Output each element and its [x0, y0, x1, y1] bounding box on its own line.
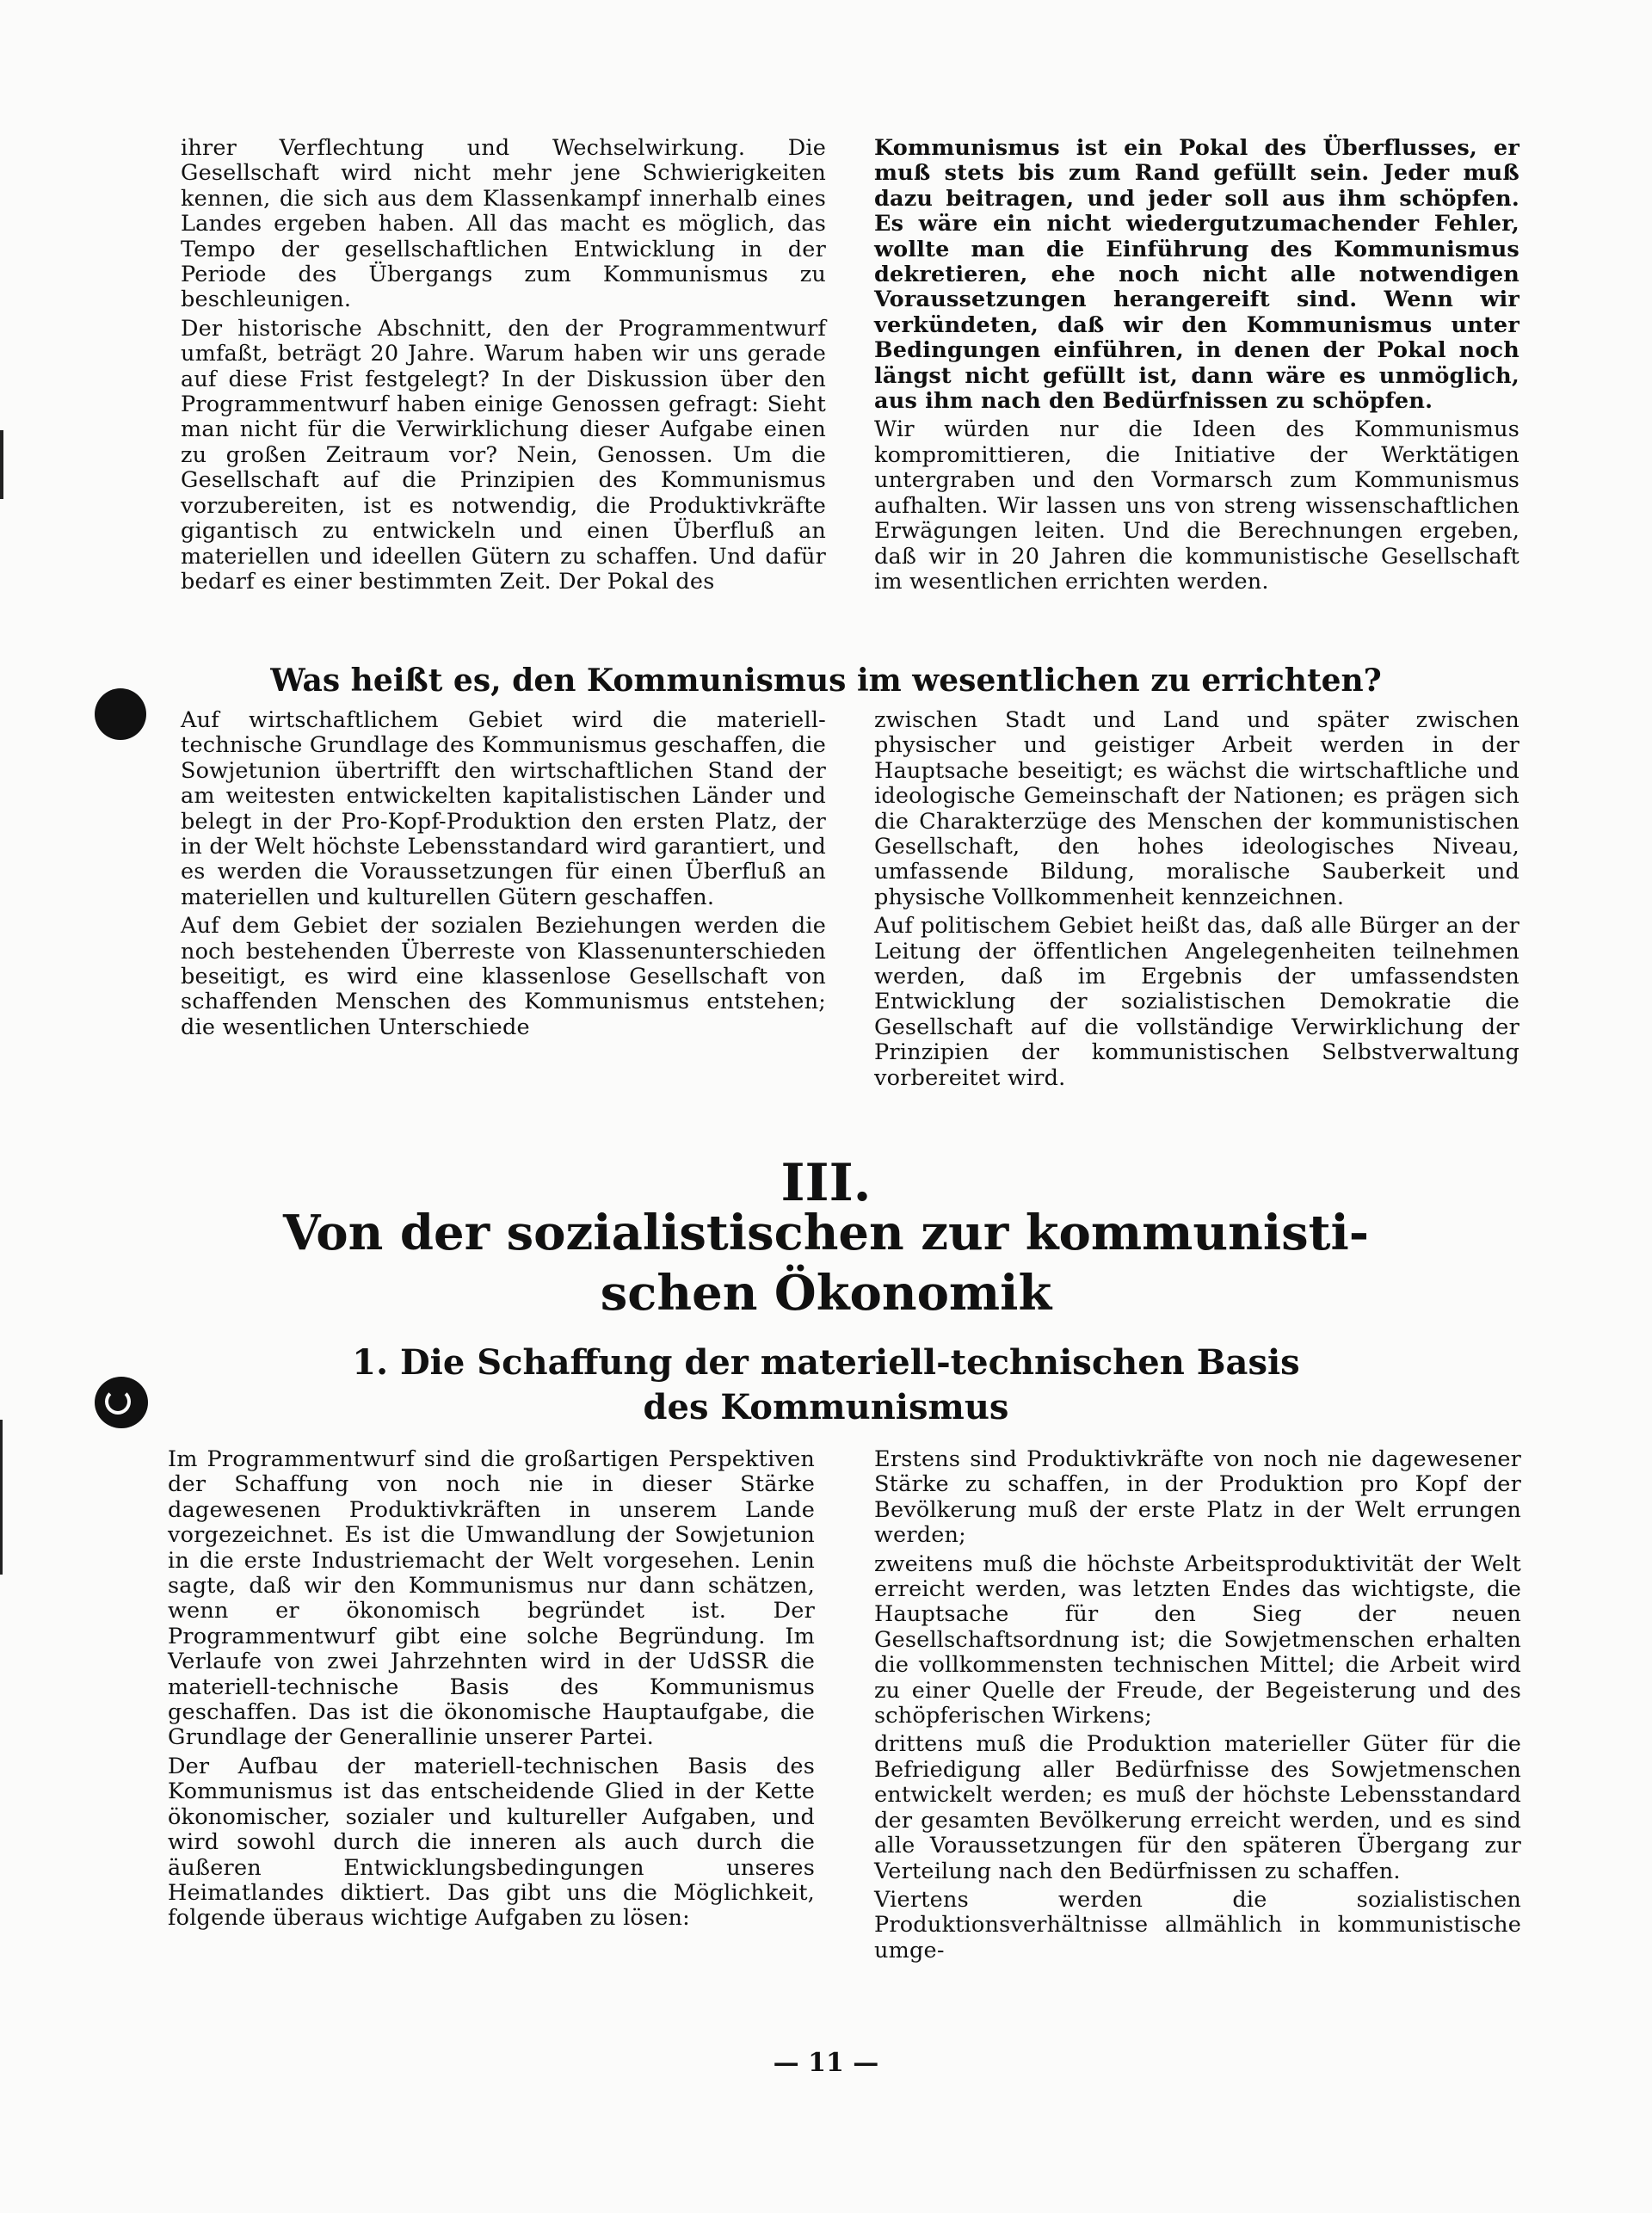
- paragraph: Der historische Abschnitt, den der Programmentwurf umfaßt, beträgt 20 Jahre. Warum haben wir uns gerade auf diese Frist festgelegt? In der Diskussion über den Programmentwurf haben einige Genossen gefragt: Sieht man nicht für die Verwirklichung dieser Aufgabe einen zu großen Zeitraum vor? Nein, Genossen. Um die Gesellschaft auf die Prinzipien des Kommunismus vorzubereiten, ist es notwendig, die Produktivkräfte gigantisch zu entwickeln und einen Überfluß an materiellen und ideellen Gütern zu schaffen. Und dafür bedarf es einer bestimmten Zeit. Der Pokal des: [181, 315, 826, 595]
- bullet-icon: [95, 1377, 148, 1428]
- paragraph: zwischen Stadt und Land und später zwischen physischer und geistiger Arbeit werden in der Hauptsache beseitigt; es wächst die wirtschaftliche und ideologische Gemeinschaft der Nationen; es prägen sich die Charakterzüge des Menschen der kommunistischen Gesellschaft, den hohes ideologisches Niveau, umfassende Bildung, moralische Sauberkeit und physische Vollkommenheit kennzeichnen.: [874, 707, 1519, 910]
- page-number: — 11 —: [773, 2048, 879, 2078]
- paragraph: ihrer Verflechtung und Wechselwirkung. Die Gesellschaft wird nicht mehr jene Schwierigkeiten kennen, die sich aus dem Klassenkampf innerhalb eines Landes ergeben haben. All das macht es möglich, das Tempo der gesellschaftlichen Entwicklung in der Periode des Übergangs zum Kommunismus zu beschleunigen.: [181, 135, 826, 313]
- subsection-heading: des Kommunismus: [643, 1387, 1009, 1427]
- mid-left-column: [181, 708, 826, 1044]
- paragraph: Kommunismus ist ein Pokal des Überflusses, er muß stets bis zum Rand gefüllt sein. Jeder muß dazu beitragen, und jeder soll aus ihm schöpfen. Es wäre ein nicht wiedergutzumachender Fehler, wollte man die Einführung des Kommunismus dekretieren, ehe noch nicht alle notwendigen Voraussetzungen herangereift sind. Wenn wir verkündeten, daß wir den Kommunismus unter Bedingungen einführen, in denen der Pokal noch längst nicht gefüllt ist, dann wäre es unmöglich, aus ihm nach den Bedürfnissen zu schöpfen.: [874, 135, 1519, 415]
- paragraph: Viertens werden die sozialistischen Produktionsverhältnisse allmählich in kommunistische umge-: [874, 1886, 1521, 1963]
- bullet-icon: [95, 688, 146, 740]
- paragraph: Auf wirtschaftlichem Gebiet wird die materiell-technische Grundlage des Kommunismus geschaffen, die Sowjetunion übertrifft den wirtschaftlichen Stand der am weitesten entwickelten kapitalistischen Länder und belegt in der Pro-Kopf-Produktion den ersten Platz, der in der Welt höchste Lebensstandard wird garantiert, und es werden die Voraussetzungen für einen Überfluß an materiellen und kulturellen Gütern geschaffen.: [181, 707, 826, 910]
- paragraph: Der Aufbau der materiell-technischen Basis des Kommunismus ist das entscheidende Glied in der Kette ökonomischer, sozialer und kultureller Aufgaben, und wird sowohl durch die inneren als auch durch die äußeren Entwicklungsbedingungen unseres Heimatlandes diktiert. Das gibt uns die Möglichkeit, folgende überaus wichtige Aufgaben zu lösen:: [168, 1753, 815, 1932]
- chapter-title: Von der sozialistischen zur kommunisti-: [282, 1205, 1370, 1261]
- paragraph: Im Programmentwurf sind die großartigen Perspektiven der Schaffung von noch nie in dieser Stärke dagewesenen Produktivkräften in unserem Lande vorgezeichnet. Es ist die Umwandlung der Sowjetunion in die erste Industriemacht der Welt vorgesehen. Lenin sagte, daß wir den Kommunismus nur dann schätzen, wenn er ökonomisch begründet ist. Der Programmentwurf gibt eine solche Begründung. Im Verlaufe von zwei Jahrzehnten wird in der UdSSR die materiell-technische Basis des Kommunismus geschaffen. Das ist die ökonomische Hauptaufgabe, die Grundlage der Generallinie unserer Partei.: [168, 1446, 815, 1751]
- bottom-left-column: [168, 1447, 815, 1935]
- paragraph: drittens muß die Produktion materieller Güter für die Befriedigung aller Bedürfnisse des Sowjetmenschen entwickelt werden; es muß der höchste Lebensstandard der gesamten Bevölkerung erreicht werden, und es sind alle Voraussetzungen für den späteren Übergang zur Verteilung nach den Bedürfnissen zu schaffen.: [874, 1731, 1521, 1884]
- paragraph: zweitens muß die höchste Arbeitsproduktivität der Welt erreicht werden, was letzten Endes das wichtigste, die Hauptsache für den Sieg der neuen Gesellschaftsordnung ist; die Sowjetmenschen erhalten die vollkommensten technischen Mittel; die Arbeit wird zu einer Quelle der Freude, der Begeisterung und des schöpferischen Wirkens;: [874, 1550, 1521, 1729]
- bottom-right-column: [874, 1447, 1521, 1967]
- paragraph: Auf dem Gebiet der sozialen Beziehungen werden die noch bestehenden Überreste von Klassenunterschieden beseitigt, es wird eine klassenlose Gesellschaft von schaffenden Menschen des Kommunismus entstehen; die wesentlichen Unterschiede: [181, 913, 826, 1040]
- top-right-column: [874, 136, 1519, 598]
- chapter-title: schen Ökonomik: [600, 1265, 1052, 1322]
- scan-margin-mark: [0, 1420, 3, 1575]
- subsection-heading: 1. Die Schaffung der materiell-technischen Basis: [352, 1342, 1300, 1383]
- paragraph: Wir würden nur die Ideen des Kommunismus kompromittieren, die Initiative der Werktätigen untergraben und den Vormarsch zum Kommunismus aufhalten. Wir lassen uns von streng wissenschaftlichen Erwägungen leiten. Und die Berechnungen ergeben, daß wir in 20 Jahren die kommunistische Gesellschaft im wesentlichen errichten werden.: [874, 416, 1519, 595]
- paragraph: Erstens sind Produktivkräfte von noch nie dagewesener Stärke zu schaffen, in der Produktion pro Kopf der Bevölkerung muß der erste Platz in der Welt errungen werden;: [874, 1446, 1521, 1549]
- top-left-column: [181, 136, 826, 598]
- scan-margin-mark: [0, 430, 3, 499]
- chapter-number: III.: [780, 1153, 872, 1213]
- paragraph: Auf politischem Gebiet heißt das, daß alle Bürger an der Leitung der öffentlichen Angelegenheiten teilnehmen werden, daß im Ergebnis der umfassendsten Entwicklung der sozialistischen Demokratie die Gesellschaft auf die vollständige Verwirklichung der Prinzipien der kommunistischen Selbstverwaltung vorbereitet wird.: [874, 913, 1519, 1091]
- section-heading: Was heißt es, den Kommunismus im wesentlichen zu errichten?: [270, 663, 1382, 699]
- mid-right-column: [874, 708, 1519, 1094]
